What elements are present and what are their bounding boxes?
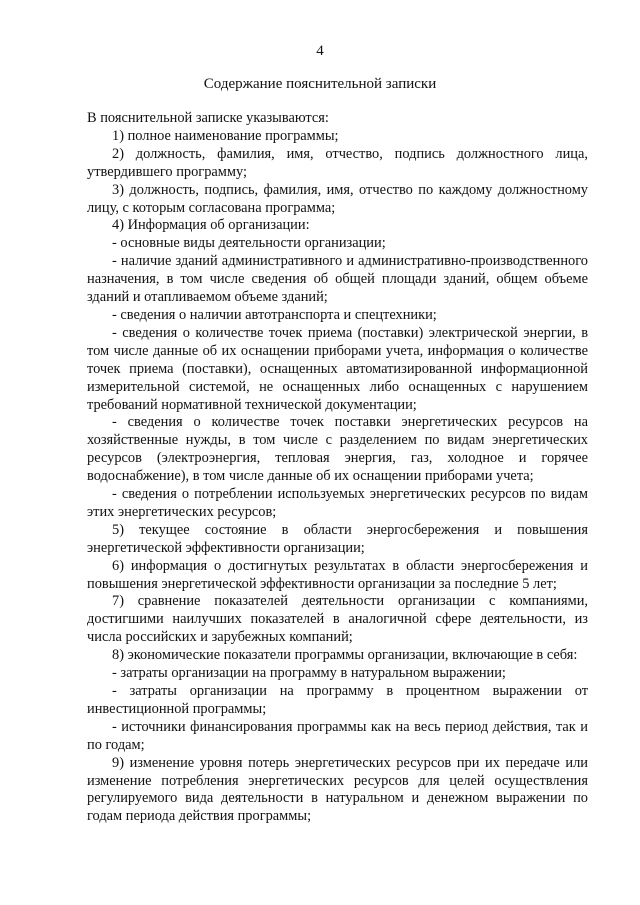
page-number: 4: [316, 43, 324, 59]
list-item-8: 8) экономические показатели программы организации, включающие в себя:: [112, 647, 578, 664]
list-item-2: 2) должность, фамилия, имя, отчество, подпись должностного лица, утвердившего программу;: [87, 145, 588, 180]
sub-item-consumption: - сведения о потреблении используемых энергетических ресурсов по видам этих энергетических ресурсов;: [87, 486, 588, 520]
list-item-3: 3) должность, подпись, фамилия, имя, отчество по каждому должностному лицу, с которым согласована программа;: [87, 181, 588, 216]
list-item-5: 5) текущее состояние в области энергосбережения и повышения энергетической эффективности организации;: [87, 521, 588, 556]
sub-item-electricity-points: - сведения о количестве точек приема (поставки) электрической энергии, в том числе данные об их оснащении приборами учета, информация о количестве точек приема (поставки), оснащенных автоматизированной информационной измерительной системой, не оснащенных либо оснащенных с нарушением требований нормативной технической документации;: [87, 324, 588, 413]
sub-item-costs-percent: - затраты организации на программу в процентном выражении от инвестиционной программы;: [87, 683, 588, 717]
sub-item-vehicles: - сведения о наличии автотранспорта и спецтехники;: [112, 306, 437, 323]
document-title: Содержание пояснительной записки: [203, 76, 437, 92]
paragraph-intro: В пояснительной записке указываются:: [87, 110, 329, 126]
list-item-4: 4) Информация об организации:: [112, 217, 310, 234]
list-item-6: 6) информация о достигнутых результатах в области энергосбережения и повышения энергетической эффективности организации за последние 5 лет;: [87, 557, 588, 592]
document-body: [87, 110, 588, 826]
list-item-7: 7) сравнение показателей деятельности организации с компаниями, достигшими наилучших показателей в аналогичной сфере деятельности, из числа российских и зарубежных компаний;: [87, 593, 588, 646]
list-item-1: 1) полное наименование программы;: [112, 127, 339, 144]
sub-item-activities: - основные виды деятельности организации;: [112, 235, 386, 252]
list-item-9: 9) изменение уровня потерь энергетических ресурсов при их передаче или изменение потребления энергетических ресурсов для целей осуществления регулируемого вида деятельности в натуральном и денежном выражении по годам периода действия программы;: [87, 754, 588, 825]
sub-item-buildings: - наличие зданий административного и административно-производственного назначения, в том числе сведения об общей площади зданий, общем объеме зданий и отапливаемом объеме зданий;: [87, 253, 588, 306]
sub-item-supply-points: - сведения о количестве точек поставки энергетических ресурсов на хозяйственные нужды, в том числе с разделением по видам энергетических ресурсов (электроэнергия, тепловая энергия, газ, холодное и горячее водоснабжение), в том числе данные об их оснащении приборами учета;: [87, 414, 588, 485]
sub-item-funding-sources: - источники финансирования программы как на весь период действия, так и по годам;: [87, 718, 588, 753]
sub-item-costs-natural: - затраты организации на программу в натуральном выражении;: [112, 665, 506, 682]
